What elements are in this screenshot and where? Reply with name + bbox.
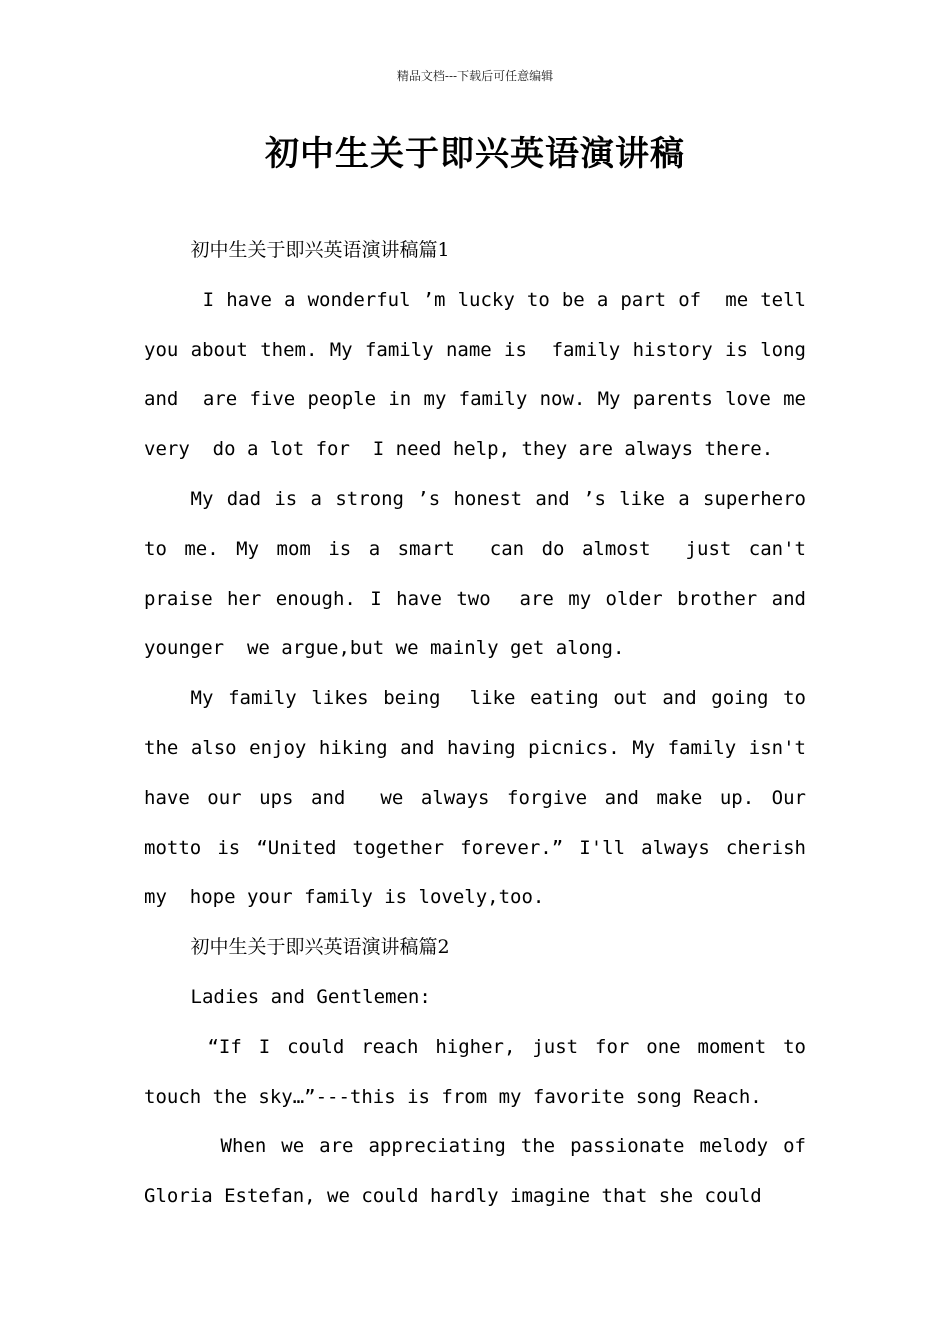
paragraph-1-3: My family likes being like eating out and going to the also enjoy hiking and having picnics. My family isn't have our ups and we always forgive and make up. Our motto is “United together forever.” I'll always cherish my hope your family is lovely,too. — [144, 687, 829, 909]
document-body — [144, 226, 829, 1222]
paragraph-1-2: My dad is a strong ’s honest and ’s like a superhero to me. My mom is a smart can do almost just can't praise her enough. I have two are my older brother and younger we argue,but we mainly get along. — [144, 487, 818, 660]
paragraph-2-1: “If I could reach higher, just for one moment to touch the sky…”---this is from my favorite song Reach. — [144, 1035, 818, 1108]
section-heading-1: 初中生关于即兴英语演讲稿篇1 — [190, 239, 450, 261]
document-title: 初中生关于即兴英语演讲稿 — [265, 134, 685, 174]
paragraph-2-2: When we are appreciating the passionate melody of Gloria Estefan, we could hardly imagine that she could — [144, 1135, 818, 1208]
page-header-note: 精品文档---下载后可任意编辑 — [396, 69, 554, 83]
salutation: Ladies and Gentlemen: — [190, 985, 431, 1008]
paragraph-1-1: I have a wonderful ’m lucky to be a part of me tell you about them. My family name is family history is long and are five people in my family now. My parents love me very do a lot for I need help, they are always there. — [144, 288, 818, 461]
section-heading-2: 初中生关于即兴英语演讲稿篇2 — [190, 936, 450, 959]
